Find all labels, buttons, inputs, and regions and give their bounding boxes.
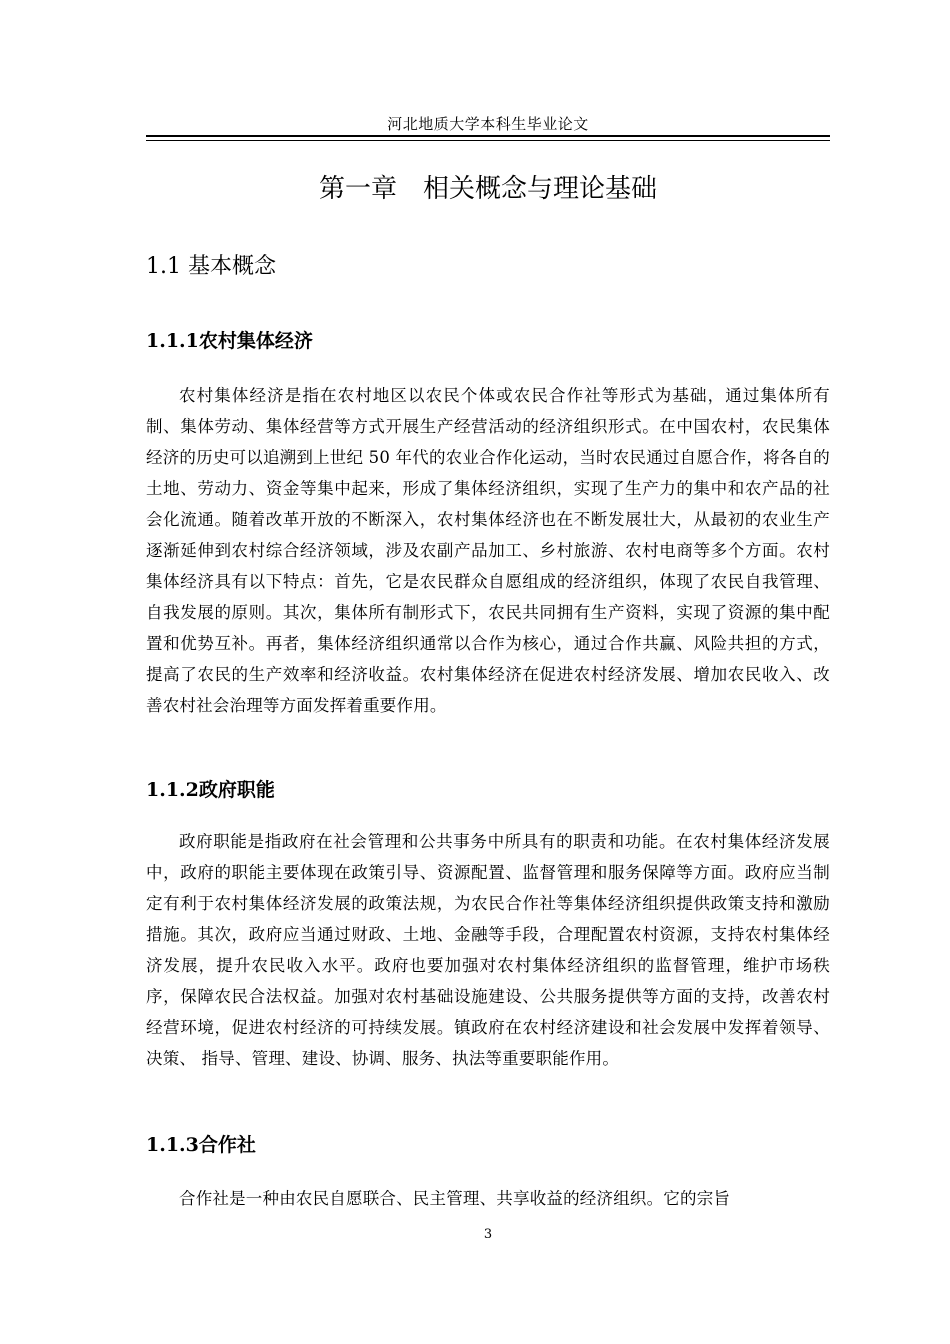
subsection-title-rural-collective-economy: 1.1.1农村集体经济 [146,330,313,352]
subsection-title-government-functions: 1.1.2政府职能 [146,779,275,801]
chapter-title: 第一章 相关概念与理论基础 [318,174,657,204]
running-header: 河北地质大学本科生毕业论文 [387,115,589,133]
page-number: 3 [483,1227,493,1242]
paragraph-government-functions: 政府职能是指政府在社会管理和公共事务中所具有的职责和功能。在农村集体经济发展中，政府的职能主要体现在政策引导、资源配置、监督管理和服务保障等方面。政府应当制定有利于农村集体经济发展的政策法规，为农民合作社等集体经济组织提供政策支持和激励措施。其次，政府应当通过财政、土地、金融等手段，合理配置农村资源，支持农村集体经济发展，提升农民收入水平。政府也要加强对农村集体经济组织的监督管理，维护市场秩序，保障农民合法权益。加强对农村基础设施建设、公共服务提供等方面的支持，改善农村经营环境，促进农村经济的可持续发展。镇政府在农村经济建设和社会发展中发挥着领导、决策、 指导、管理、建设、协调、服务、执法等重要职能作用。 [146,832,830,1068]
paragraph-cooperative: 合作社是一种由农民自愿联合、民主管理、共享收益的经济组织。它的宗旨 [179,1189,731,1208]
subsection-title-cooperative: 1.1.3合作社 [146,1134,256,1156]
header-rule-thick [146,135,830,137]
header-rule-thin [146,140,830,141]
paragraph-rural-collective-economy: 农村集体经济是指在农村地区以农民个体或农民合作社等形式为基础，通过集体所有制、集体劳动、集体经营等方式开展生产经营活动的经济组织形式。在中国农村，农民集体经济的历史可以追溯到上世纪 50 年代的农业合作化运动，当时农民通过自愿合作，将各自的土地、劳动力、资金等集中起来，形成了集体经济组织，实现了生产力的集中和农产品的社会化流通。随着改革开放的不断深入，农村集体经济也在不断发展壮大，从最初的农业生产逐渐延伸到农村综合经济领域，涉及农副产品加工、乡村旅游、农村电商等多个方面。农村集体经济具有以下特点：首先，它是农民群众自愿组成的经济组织，体现了农民自我管理、自我发展的原则。其次，集体所有制形式下，农民共同拥有生产资料，实现了资源的集中配置和优势互补。再者，集体经济组织通常以合作为核心，通过合作共赢、风险共担的方式，提高了农民的生产效率和经济收益。农村集体经济在促进农村经济发展、增加农民收入、改善农村社会治理等方面发挥着重要作用。 [146,386,830,715]
section-title: 1.1 基本概念 [146,254,276,279]
